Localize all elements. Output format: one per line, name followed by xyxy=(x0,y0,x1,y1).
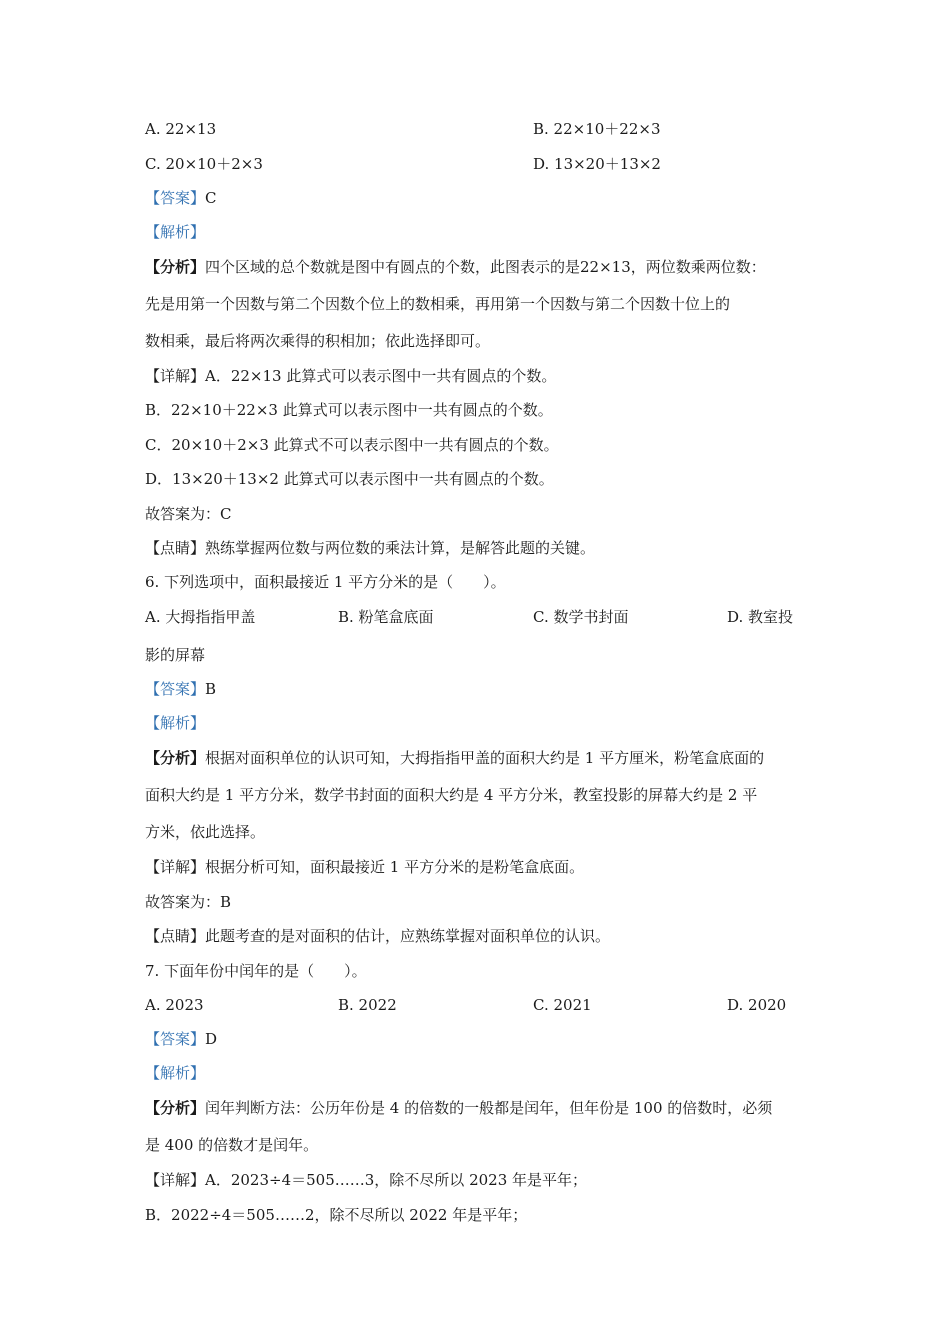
answer-tag: 【答案】 xyxy=(145,189,206,207)
q5-option-a: A. 22×13 xyxy=(145,120,217,138)
q5-detail-line-2: B．22×10＋22×3 此算式可以表示图中一共有圆点的个数。 xyxy=(145,401,553,419)
q6-answer xyxy=(145,679,216,699)
q7-option-b: B. 2022 xyxy=(338,996,397,1014)
detail-tag: 【详解】 xyxy=(145,858,206,876)
q6-point xyxy=(145,926,610,946)
detail-text: A．22×13 此算式可以表示图中一共有圆点的个数。 xyxy=(205,367,557,385)
answer-value: D xyxy=(205,1030,218,1048)
detail-text: A．2023÷4＝505……3，除不尽所以 2023 年是平年； xyxy=(205,1171,588,1189)
q5-answer xyxy=(145,188,217,208)
q6-analysis-line-2: 面积大约是 1 平方分米，数学书封面的面积大约是 4 平方分米，教室投影的屏幕大约是 2 平 xyxy=(145,786,758,804)
point-tag: 【点睛】 xyxy=(145,539,206,557)
point-text: 此题考查的是对面积的估计，应熟练掌握对面积单位的认识。 xyxy=(205,927,611,945)
q7-analysis-line-2: 是 400 的倍数才是闰年。 xyxy=(145,1136,319,1154)
analysis-tag: 【分析】 xyxy=(145,258,206,276)
q5-option-c: C. 20×10＋2×3 xyxy=(145,155,263,173)
q6-option-d-continued: 影的屏幕 xyxy=(145,646,206,664)
analysis-text: 根据对面积单位的认识可知，大拇指指甲盖的面积大约是 1 平方厘米，粉笔盒底面的 xyxy=(205,749,765,767)
q5-analysis-line-3: 数相乘，最后将两次乘得的积相加；依此选择即可。 xyxy=(145,332,491,350)
q6-detail-line-1 xyxy=(145,857,584,877)
q5-analysis-line-2: 先是用第一个因数与第二个因数个位上的数相乘，再用第一个因数与第二个因数十位上的 xyxy=(145,295,731,313)
detail-text: 根据分析可知，面积最接近 1 平方分米的是粉笔盒底面。 xyxy=(205,858,585,876)
q6-option-b: B. 粉笔盒底面 xyxy=(338,608,434,626)
q7-detail-line-1 xyxy=(145,1170,587,1190)
q5-jiexi-tag: 【解析】 xyxy=(145,223,206,241)
q7-option-d: D. 2020 xyxy=(727,996,787,1014)
q6-question: 6. 下列选项中，面积最接近 1 平方分米的是（ ）。 xyxy=(145,573,506,591)
analysis-text: 四个区域的总个数就是图中有圆点的个数，此图表示的是22×13，两位数乘两位数： xyxy=(205,258,766,276)
answer-value: C xyxy=(205,189,217,207)
q5-conclusion: 故答案为：C xyxy=(145,505,232,523)
q6-option-a: A. 大拇指指甲盖 xyxy=(145,608,256,626)
q6-conclusion: 故答案为：B xyxy=(145,893,232,911)
q6-analysis-line-1 xyxy=(145,748,764,768)
q5-analysis-line-1 xyxy=(145,257,766,277)
point-tag: 【点睛】 xyxy=(145,927,206,945)
answer-value: B xyxy=(205,680,217,698)
q6-jiexi-tag: 【解析】 xyxy=(145,714,206,732)
point-text: 熟练掌握两位数与两位数的乘法计算，是解答此题的关键。 xyxy=(205,539,596,557)
q7-option-a: A. 2023 xyxy=(145,996,204,1014)
q5-option-d: D. 13×20＋13×2 xyxy=(533,155,661,173)
q5-detail-line-3: C．20×10＋2×3 此算式不可以表示图中一共有圆点的个数。 xyxy=(145,436,559,454)
q7-option-c: C. 2021 xyxy=(533,996,592,1014)
q7-jiexi-tag: 【解析】 xyxy=(145,1064,206,1082)
detail-tag: 【详解】 xyxy=(145,1171,206,1189)
q5-detail-line-4: D．13×20＋13×2 此算式可以表示图中一共有圆点的个数。 xyxy=(145,470,554,488)
q7-answer xyxy=(145,1029,217,1049)
q6-option-c: C. 数学书封面 xyxy=(533,608,629,626)
q7-question: 7. 下面年份中闰年的是（ ）。 xyxy=(145,962,367,980)
q5-point xyxy=(145,538,595,558)
q7-detail-line-2: B．2022÷4＝505……2，除不尽所以 2022 年是平年； xyxy=(145,1206,528,1224)
q7-analysis-line-1 xyxy=(145,1098,772,1118)
q6-option-d: D. 教室投 xyxy=(727,608,794,626)
analysis-tag: 【分析】 xyxy=(145,749,206,767)
q6-analysis-line-3: 方米，依此选择。 xyxy=(145,823,266,841)
q5-option-b: B. 22×10＋22×3 xyxy=(533,120,661,138)
q5-detail-line-1 xyxy=(145,366,556,386)
answer-tag: 【答案】 xyxy=(145,1030,206,1048)
analysis-text: 闰年判断方法：公历年份是 4 的倍数的一般都是闰年，但年份是 100 的倍数时，必须 xyxy=(205,1099,773,1117)
answer-tag: 【答案】 xyxy=(145,680,206,698)
detail-tag: 【详解】 xyxy=(145,367,206,385)
analysis-tag: 【分析】 xyxy=(145,1099,206,1117)
